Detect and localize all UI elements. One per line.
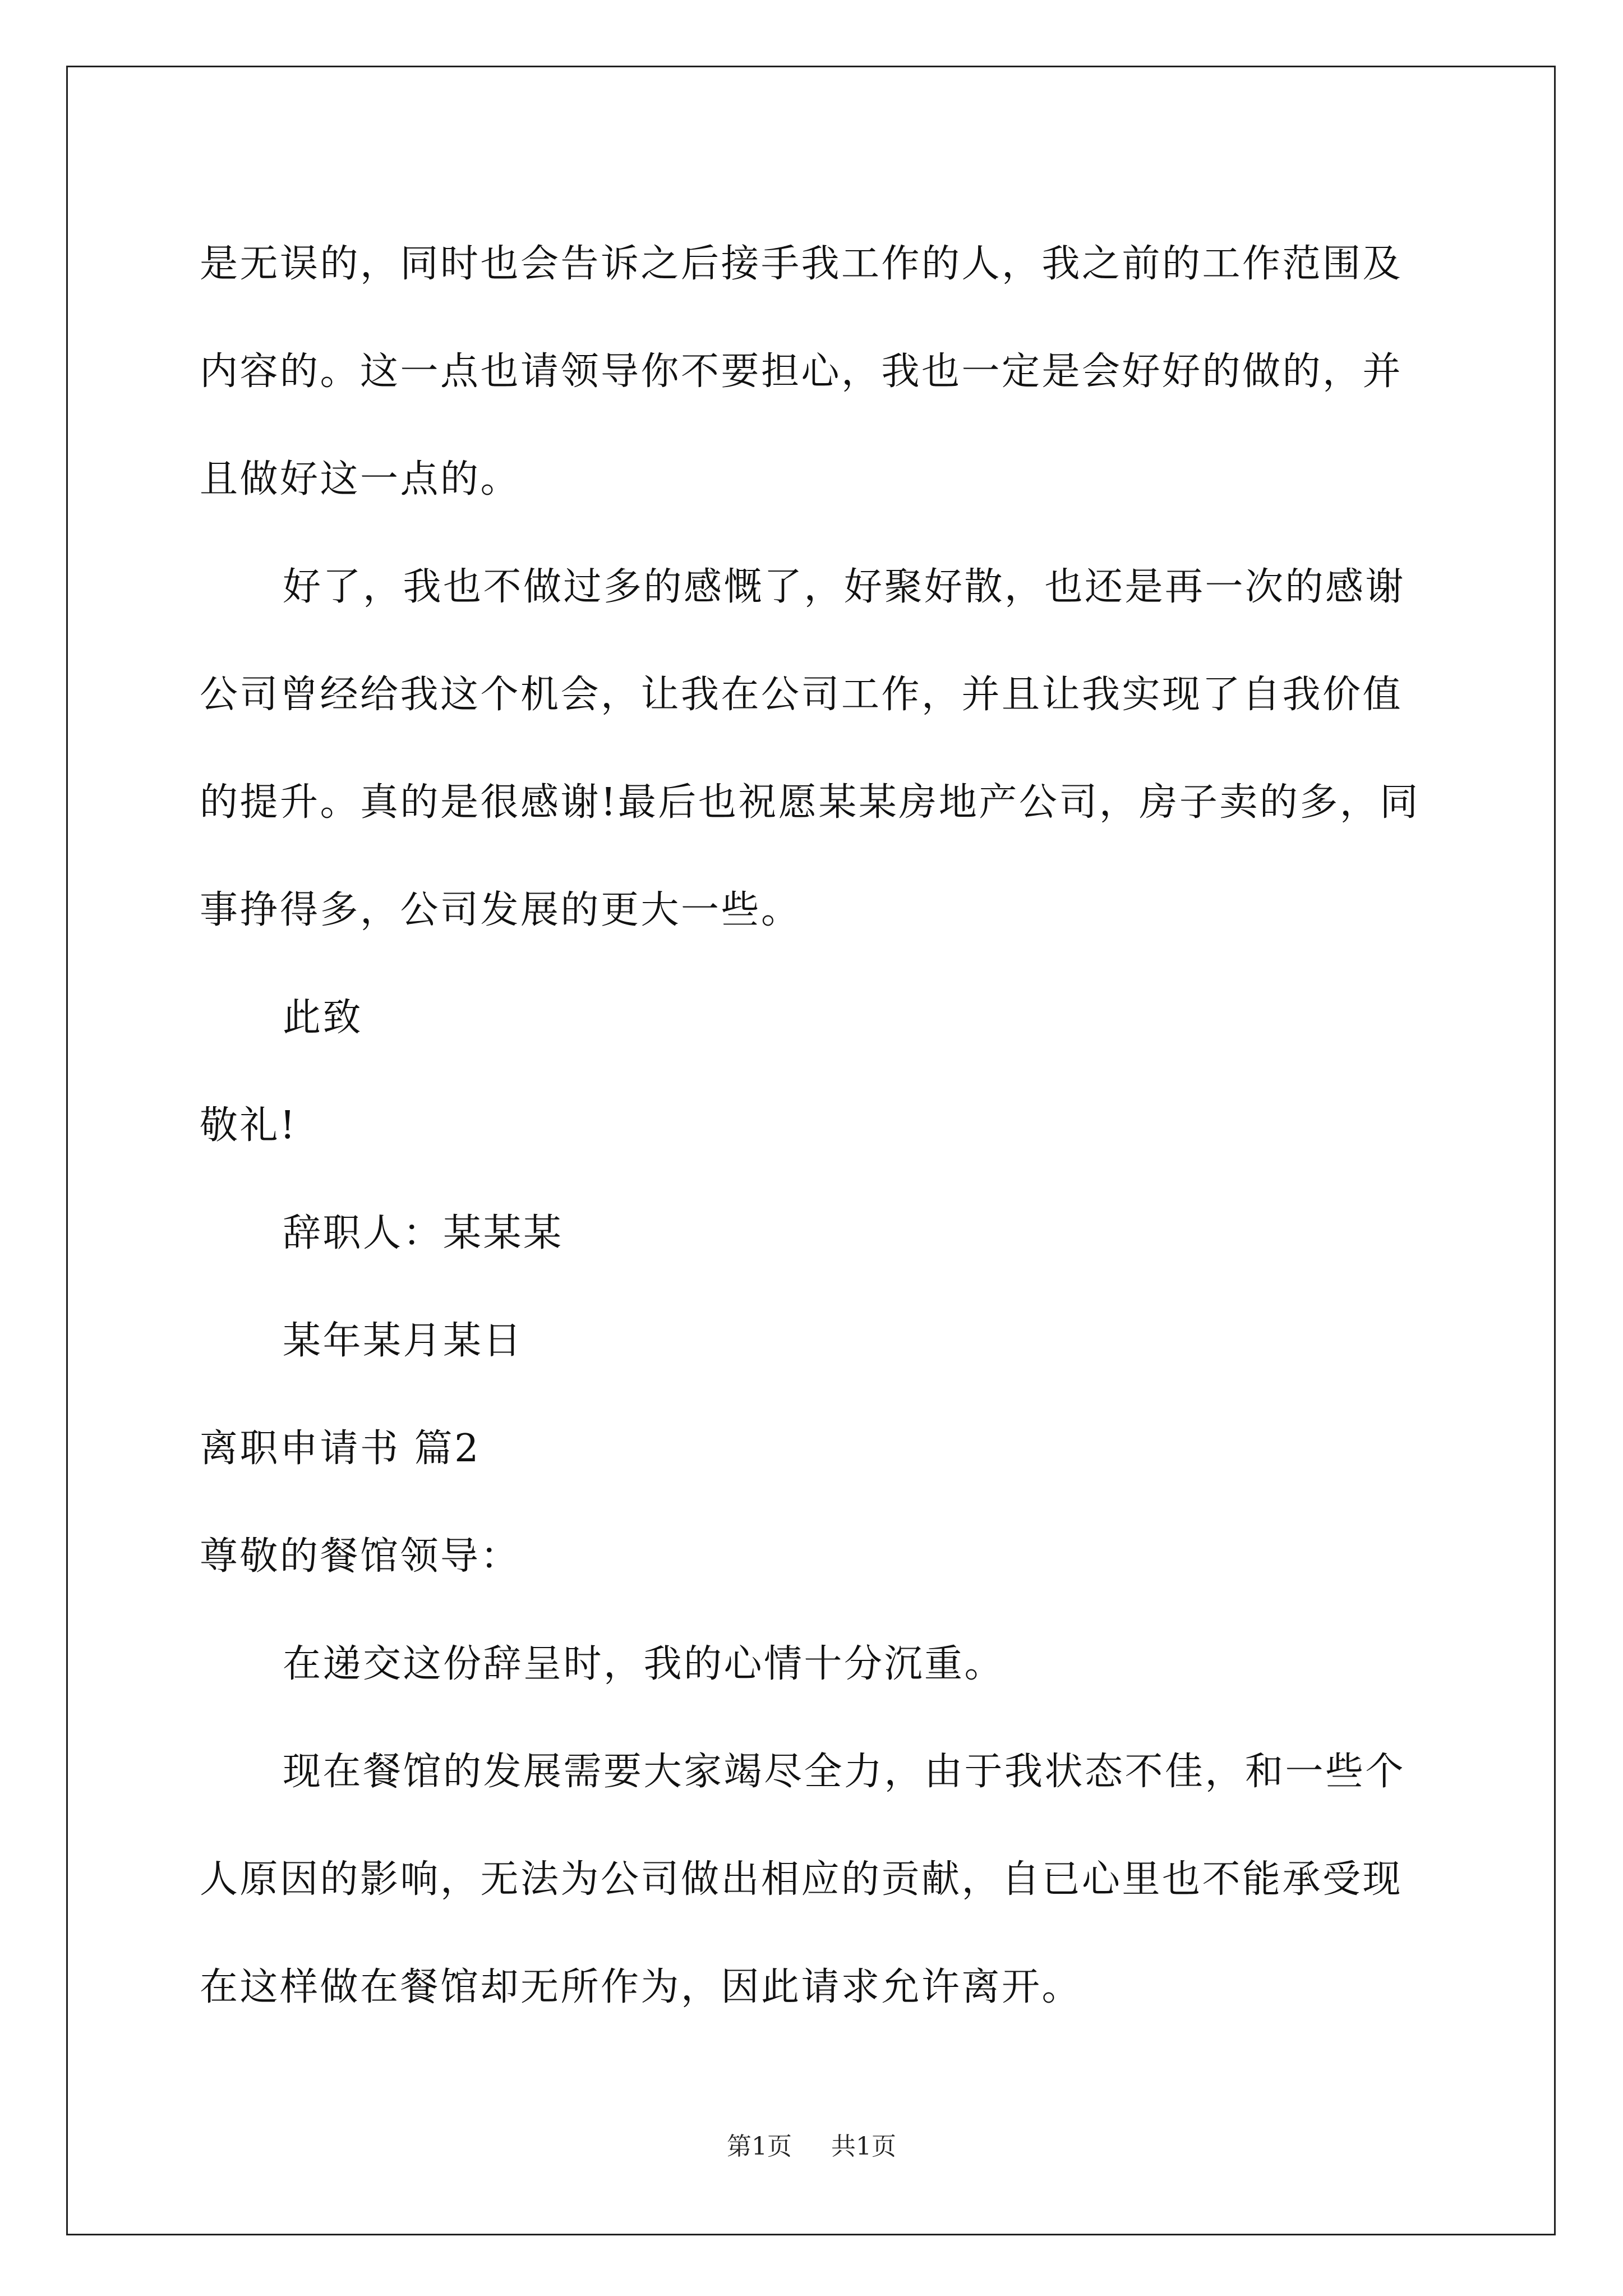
salutation-jingli: 敬礼!	[200, 1103, 297, 1148]
document-body	[200, 210, 1433, 2041]
greeting-line: 尊敬的餐馆领导：	[200, 1534, 521, 1579]
section-title: 离职申请书 篇2	[200, 1427, 481, 1471]
page-footer	[0, 2126, 1623, 2162]
paragraph-opening: 在递交这份辞呈时，我的心情十分沉重。	[283, 1642, 1005, 1686]
paragraph-closing-thanks: 好了，我也不做过多的感慨了，好聚好散，也还是再一次的感谢公司曾经给我这个机会，让我在公司工作，并且让我实现了自我价值的提升。真的是很感谢!最后也祝愿某某房地产公司，房子卖的多，同事挣得多，公司发展的更大一些。	[200, 565, 1420, 932]
page-total: 共1页	[831, 2132, 896, 2161]
paragraph-reason: 现在餐馆的发展需要大家竭尽全力，由于我状态不佳，和一些个人原因的影响，无法为公司做出相应的贡献，自已心里也不能承受现在这样做在餐馆却无所作为，因此请求允许离开。	[200, 1750, 1406, 2009]
signature-line: 辞职人：某某某	[283, 1211, 564, 1255]
paragraph-continued: 是无误的，同时也会告诉之后接手我工作的人，我之前的工作范围及内容的。这一点也请领导你不要担心，我也一定是会好好的做的，并且做好这一点的。	[200, 242, 1403, 501]
date-line: 某年某月某日	[283, 1319, 524, 1363]
salutation-cizhi: 此致	[283, 996, 363, 1040]
page-number: 第1页	[727, 2132, 792, 2161]
